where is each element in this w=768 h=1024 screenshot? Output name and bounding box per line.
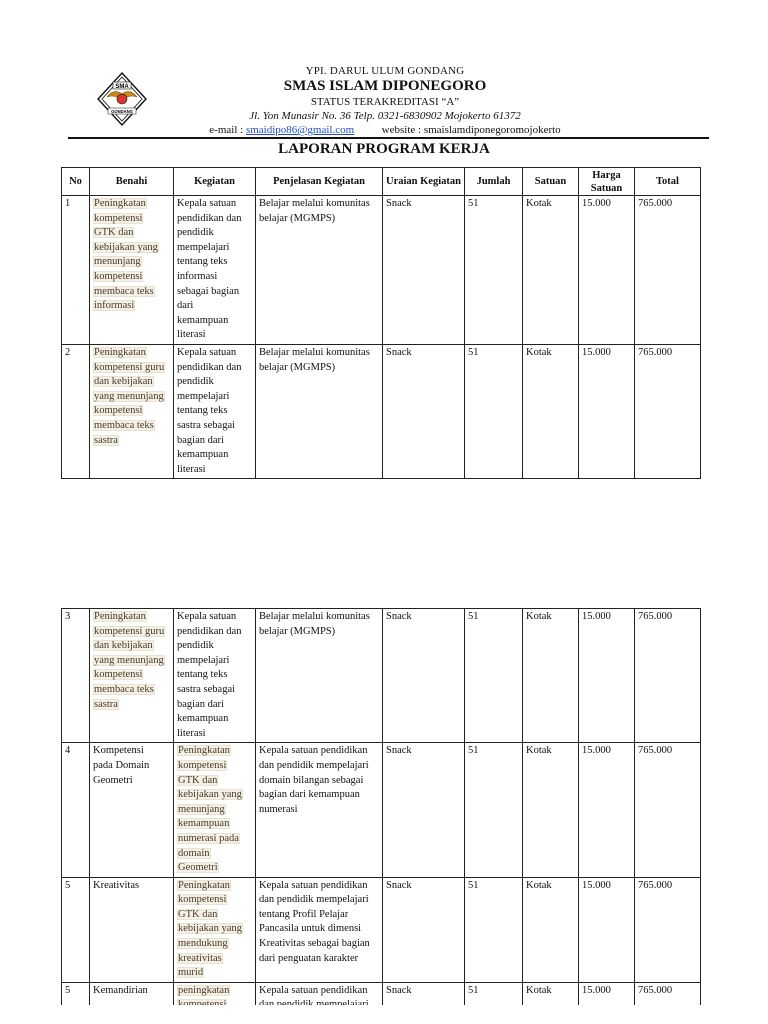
cell-line: dan kebijakan bbox=[94, 640, 153, 652]
cell-line: GTK dan bbox=[178, 908, 218, 920]
cell-line: sastra bbox=[94, 698, 118, 710]
cell-kegiatan bbox=[174, 743, 256, 877]
cell-no: 5 bbox=[62, 982, 90, 1014]
cell-uraian: Snack bbox=[383, 609, 465, 743]
cell-line: peningkatan bbox=[178, 984, 230, 996]
cell-line: Pancasila untuk dimensi bbox=[259, 923, 362, 935]
table-row bbox=[62, 609, 701, 743]
cell-penjelasan bbox=[256, 609, 383, 743]
cell-total: 765.000 bbox=[635, 982, 701, 1014]
header-penjelasan: Penjelasan Kegiatan bbox=[256, 168, 383, 196]
cell-line: numerasi bbox=[259, 803, 298, 815]
cell-satuan: Kotak bbox=[523, 344, 579, 478]
cell-benahi bbox=[90, 609, 174, 743]
cell-line: Peningkatan bbox=[178, 879, 230, 891]
logo-text-top: SMA bbox=[115, 84, 129, 90]
cell-no: 3 bbox=[62, 609, 90, 743]
cell-line: kompetensi guru bbox=[94, 625, 165, 637]
cell-uraian: Snack bbox=[383, 344, 465, 478]
cell-kegiatan bbox=[174, 196, 256, 345]
cell-line: domain bilangan sebagai bbox=[259, 774, 364, 786]
cell-uraian: Snack bbox=[383, 877, 465, 982]
cell-harga: 15.000 bbox=[579, 982, 635, 1014]
cell-harga: 15.000 bbox=[579, 743, 635, 877]
cell-benahi bbox=[90, 344, 174, 478]
cell-total: 765.000 bbox=[635, 609, 701, 743]
cell-line: dan pendidik mempelajari bbox=[259, 894, 369, 906]
cell-line: literasi bbox=[177, 463, 206, 475]
email-link[interactable]: smaidipo86@gmail.com bbox=[245, 124, 355, 136]
cell-line: literasi bbox=[177, 329, 206, 341]
cell-line: belajar (MGMPS) bbox=[259, 361, 336, 373]
cell-line: GTK dan bbox=[94, 227, 134, 239]
table-row bbox=[62, 196, 701, 345]
cell-satuan: Kotak bbox=[523, 982, 579, 1014]
table-row bbox=[62, 743, 701, 877]
table-body-1 bbox=[62, 196, 701, 479]
cell-line: kemampuan bbox=[177, 449, 229, 461]
cell-line: mempelajari bbox=[177, 654, 230, 666]
cell-line: Kepala satuan bbox=[177, 611, 237, 622]
cell-line: GTK dan bbox=[178, 774, 218, 786]
cell-line: informasi bbox=[177, 270, 218, 282]
cell-jumlah: 51 bbox=[465, 196, 523, 345]
cell-line: informasi bbox=[94, 300, 135, 312]
header-benahi: Benahi bbox=[90, 168, 174, 196]
cell-kegiatan bbox=[174, 344, 256, 478]
cell-line: yang menunjang bbox=[94, 390, 164, 402]
cell-line: dari penguatan karakter bbox=[259, 952, 359, 964]
cell-benahi bbox=[90, 877, 174, 982]
cell-line: mempelajari bbox=[177, 241, 230, 253]
cell-line: menunjang bbox=[94, 256, 141, 268]
cell-harga: 15.000 bbox=[579, 344, 635, 478]
cell-line: kebijakan yang bbox=[178, 923, 242, 935]
cell-line: Peningkatan bbox=[94, 346, 146, 358]
cell-jumlah: 51 bbox=[465, 982, 523, 1014]
cell-kegiatan bbox=[174, 609, 256, 743]
cell-no: 4 bbox=[62, 743, 90, 877]
cell-harga: 15.000 bbox=[579, 196, 635, 345]
cell-line: Belajar melalui komunitas bbox=[259, 611, 370, 622]
cell-line: Kepala satuan bbox=[177, 346, 237, 358]
cell-line: pendidikan dan bbox=[177, 212, 242, 224]
cell-penjelasan bbox=[256, 196, 383, 345]
cell-line: Kemandirian bbox=[93, 984, 148, 996]
email-label: e-mail : bbox=[209, 124, 244, 136]
cell-no: 5 bbox=[62, 877, 90, 982]
cell-penjelasan bbox=[256, 743, 383, 877]
cell-line: domain bbox=[178, 847, 210, 859]
cell-line: kebijakan yang bbox=[178, 789, 242, 801]
cell-satuan: Kotak bbox=[523, 609, 579, 743]
cell-line: belajar (MGMPS) bbox=[259, 625, 336, 637]
cell-line: bagian dari bbox=[177, 698, 224, 710]
cell-line: pendidikan dan bbox=[177, 361, 242, 373]
cell-line: tentang teks bbox=[177, 669, 228, 681]
letterhead-divider bbox=[68, 137, 709, 139]
header-jumlah: Jumlah bbox=[465, 168, 523, 196]
cell-total: 765.000 bbox=[635, 743, 701, 877]
header-no: No bbox=[62, 168, 90, 196]
school-name: SMAS ISLAM DIPONEGORO bbox=[283, 78, 487, 94]
cell-total: 765.000 bbox=[635, 344, 701, 478]
cell-harga: 15.000 bbox=[579, 609, 635, 743]
cell-uraian: Snack bbox=[383, 982, 465, 1014]
report-title: LAPORAN PROGRAM KERJA bbox=[278, 141, 490, 157]
cell-line: Kompetensi bbox=[93, 745, 144, 757]
cell-total: 765.000 bbox=[635, 877, 701, 982]
contact-line bbox=[60, 123, 710, 137]
cell-line: dan pendidik mempelajari bbox=[259, 759, 369, 771]
cell-line: kompetensi bbox=[94, 212, 143, 224]
cell-line: sastra sebagai bbox=[177, 419, 236, 431]
header-uraian: Uraian Kegiatan bbox=[383, 168, 465, 196]
cell-line: membaca teks bbox=[94, 285, 154, 297]
cell-line: murid bbox=[178, 967, 204, 979]
cell-line: pendidik bbox=[177, 640, 214, 652]
cell-line: pendidikan dan bbox=[177, 625, 242, 637]
cell-line: kompetensi bbox=[94, 270, 143, 282]
cell-line: kebijakan yang bbox=[94, 241, 158, 253]
cell-line: belajar (MGMPS) bbox=[259, 212, 336, 224]
cell-line: kompetensi bbox=[178, 894, 227, 906]
cell-jumlah: 51 bbox=[465, 877, 523, 982]
cell-line: pada Domain bbox=[93, 759, 150, 771]
cell-line: mendukung bbox=[178, 938, 228, 950]
cell-line: kompetensi bbox=[94, 405, 143, 417]
cell-line: yang menunjang bbox=[94, 654, 164, 666]
website-text: website : smaislamdiponegoromojokerto bbox=[381, 124, 561, 136]
school-address: Jl. Yon Munasir No. 36 Telp. 0321-6830902 Mojokerto 61372 bbox=[249, 110, 521, 122]
cell-line: kompetensi guru bbox=[94, 361, 165, 373]
cell-satuan: Kotak bbox=[523, 743, 579, 877]
cell-line: Kepala satuan pendidikan bbox=[259, 984, 368, 996]
cell-no: 2 bbox=[62, 344, 90, 478]
page-cut-edge bbox=[0, 1005, 768, 1024]
cell-uraian: Snack bbox=[383, 196, 465, 345]
cell-line: sebagai bagian bbox=[177, 285, 240, 297]
cell-line: dari bbox=[177, 300, 194, 312]
cell-line: Peningkatan bbox=[94, 611, 146, 622]
cell-uraian: Snack bbox=[383, 743, 465, 877]
cell-line: kemampuan bbox=[177, 713, 229, 725]
cell-harga: 15.000 bbox=[579, 877, 635, 982]
table-row bbox=[62, 344, 701, 478]
program-table-part-1 bbox=[61, 167, 701, 479]
cell-line: Kepala satuan bbox=[177, 198, 237, 209]
program-table-part-2 bbox=[61, 608, 701, 1015]
cell-benahi bbox=[90, 743, 174, 877]
header-harga: Harga Satuan bbox=[579, 168, 635, 196]
letterhead-text bbox=[60, 64, 710, 137]
logo-text-bottom: GONDANG bbox=[111, 109, 133, 114]
cell-total: 765.000 bbox=[635, 196, 701, 345]
cell-line: menunjang bbox=[178, 803, 225, 815]
table-row bbox=[62, 877, 701, 982]
cell-line: pendidik bbox=[177, 376, 214, 388]
cell-line: mempelajari bbox=[177, 390, 230, 402]
cell-jumlah: 51 bbox=[465, 743, 523, 877]
cell-line: Kepala satuan pendidikan bbox=[259, 879, 368, 891]
cell-line: bagian dari bbox=[177, 434, 224, 446]
cell-line: Kreativitas sebagai bagian bbox=[259, 938, 370, 950]
cell-line: kompetensi bbox=[94, 669, 143, 681]
cell-line: kreativitas bbox=[178, 952, 222, 964]
cell-penjelasan bbox=[256, 344, 383, 478]
table-header-row bbox=[62, 168, 701, 196]
cell-benahi bbox=[90, 196, 174, 345]
cell-line: numerasi pada bbox=[178, 832, 239, 844]
cell-no: 1 bbox=[62, 196, 90, 345]
cell-line: Belajar melalui komunitas bbox=[259, 346, 370, 358]
cell-line: kompetensi bbox=[178, 759, 227, 771]
cell-satuan: Kotak bbox=[523, 196, 579, 345]
cell-line: kemampuan bbox=[178, 818, 230, 830]
letterhead bbox=[60, 60, 710, 140]
cell-penjelasan bbox=[256, 877, 383, 982]
cell-line: Belajar melalui komunitas bbox=[259, 198, 370, 209]
cell-line: Peningkatan bbox=[94, 198, 146, 209]
cell-line: Kepala satuan pendidikan bbox=[259, 745, 368, 757]
cell-satuan: Kotak bbox=[523, 877, 579, 982]
cell-line: bagian dari kemampuan bbox=[259, 789, 360, 801]
cell-line: dan kebijakan bbox=[94, 376, 153, 388]
cell-line: kemampuan bbox=[177, 314, 229, 326]
cell-line: membaca teks bbox=[94, 419, 154, 431]
cell-line: Geometri bbox=[93, 774, 133, 786]
cell-jumlah: 51 bbox=[465, 344, 523, 478]
cell-line: Geometri bbox=[178, 862, 218, 874]
cell-line: Peningkatan bbox=[178, 745, 230, 757]
cell-line: tentang teks bbox=[177, 405, 228, 417]
cell-line: Kreativitas bbox=[93, 879, 140, 891]
cell-line: tentang Profil Pelajar bbox=[259, 908, 349, 920]
header-kegiatan: Kegiatan bbox=[174, 168, 256, 196]
cell-line: sastra sebagai bbox=[177, 683, 236, 695]
foundation-name: YPI. DARUL ULUM GONDANG bbox=[305, 65, 465, 77]
accreditation-status: STATUS TERAKREDITASI “A” bbox=[310, 96, 460, 108]
cell-line: literasi bbox=[177, 727, 206, 739]
table-body-2 bbox=[62, 609, 701, 1015]
cell-jumlah: 51 bbox=[465, 609, 523, 743]
header-satuan: Satuan bbox=[523, 168, 579, 196]
cell-kegiatan bbox=[174, 877, 256, 982]
header-total: Total bbox=[635, 168, 701, 196]
cell-line: sastra bbox=[94, 434, 118, 446]
cell-line: tentang teks bbox=[177, 256, 228, 268]
cell-line: pendidik bbox=[177, 227, 214, 239]
cell-line: membaca teks bbox=[94, 683, 154, 695]
